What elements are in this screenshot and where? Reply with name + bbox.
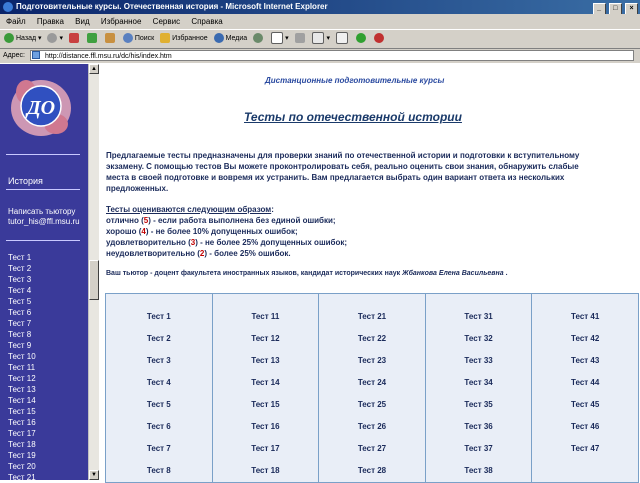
menu-favorites[interactable]: Избранное [100, 17, 142, 26]
test-link[interactable]: Тест 43 [571, 356, 600, 365]
test-link[interactable]: Тест 33 [464, 356, 493, 365]
test-grid-column [106, 294, 213, 482]
sidebar-test-link[interactable]: Тест 2 [8, 264, 32, 273]
logo-text: ДО [26, 97, 56, 119]
sidebar-test-link[interactable]: Тест 11 [8, 363, 36, 372]
test-link[interactable]: Тест 37 [464, 444, 493, 453]
discuss-button[interactable] [336, 30, 350, 48]
main-content [99, 64, 640, 480]
sidebar-test-link[interactable]: Тест 9 [8, 341, 32, 350]
back-arrow-icon [4, 33, 14, 43]
test-link[interactable]: Тест 35 [464, 400, 493, 409]
edit-button[interactable]: ▾ [312, 30, 330, 48]
sidebar-test-link[interactable]: Тест 4 [8, 286, 32, 295]
media-button[interactable]: Медиа [214, 30, 248, 48]
sidebar [0, 64, 88, 480]
history-icon [253, 33, 263, 43]
address-input[interactable]: http://distance.ffl.msu.ru/dc/his/index.htm [30, 50, 634, 61]
forward-button[interactable]: ▾ [47, 30, 63, 48]
scroll-down-arrow-icon[interactable]: ▼ [89, 470, 99, 480]
write-tutor [8, 207, 80, 227]
criteria-line: хорошо (4) - не более 10% допущенных ошибок; [106, 227, 298, 236]
test-link[interactable]: Тест 28 [357, 466, 387, 475]
test-link[interactable]: Тест 25 [357, 400, 387, 409]
media-icon [214, 33, 224, 43]
test-grid-column [532, 294, 638, 482]
menu-help[interactable]: Справка [191, 17, 223, 26]
sidebar-test-link[interactable]: Тест 19 [8, 451, 36, 460]
grading-criteria: Тесты оцениваются следующим образом: отлично (5) - если работа выполнена без единой ошибки; хорошо (4) - не более 10% допущенных ошибок; удовлетворительно (3) - не более 25% допущенных ошибок; неудовлетворительно (2) - более 25% ошибок. [106, 205, 348, 258]
sidebar-test-link[interactable]: Тест 15 [8, 407, 36, 416]
test-link[interactable]: Тест 26 [357, 422, 387, 431]
test-link[interactable]: Тест 17 [251, 444, 280, 453]
test-link[interactable]: Тест 44 [571, 378, 600, 387]
tutor-info: Ваш тьютор - доцент факультета иностранных языков, кандидат исторических наук Жбанкова Елена Васильевна . [106, 270, 508, 277]
history-button[interactable] [253, 30, 265, 48]
criteria-line: удовлетворительно (3) - не более 25% допущенных ошибок; [106, 238, 348, 247]
sidebar-test-link[interactable]: Тест 10 [8, 352, 36, 361]
sidebar-test-link[interactable]: Тест 1 [8, 253, 32, 262]
tutor-email-link[interactable]: tutor_his@ffl.msu.ru [8, 217, 80, 226]
sidebar-test-link[interactable]: Тест 21 [8, 473, 36, 482]
criteria-heading: Тесты оцениваются следующим образом [106, 205, 272, 214]
sidebar-test-link[interactable]: Тест 8 [8, 330, 32, 339]
sidebar-tests-list [8, 252, 36, 483]
test-link[interactable]: Тест 22 [357, 334, 387, 343]
sidebar-test-link[interactable]: Тест 12 [8, 374, 36, 383]
scroll-up-arrow-icon[interactable]: ▲ [89, 64, 99, 74]
minimize-button[interactable]: _ [593, 3, 606, 15]
sidebar-test-link[interactable]: Тест 7 [8, 319, 32, 328]
menu-bar [0, 14, 640, 30]
test-link[interactable]: Тест 13 [251, 356, 280, 365]
page-icon [32, 51, 40, 59]
edit-icon [312, 32, 324, 44]
close-button[interactable]: × [625, 3, 638, 15]
test-link[interactable]: Тест 8 [146, 466, 171, 475]
sidebar-test-link[interactable]: Тест 13 [8, 385, 36, 394]
scroll-thumb[interactable] [89, 260, 99, 300]
test-link[interactable]: Тест 47 [571, 444, 600, 453]
menu-tools[interactable]: Сервис [152, 17, 181, 26]
test-grid-column [319, 294, 426, 482]
criteria-line: неудовлетворительно (2) - более 25% ошибок. [106, 249, 291, 258]
test-link[interactable]: Тест 36 [464, 422, 493, 431]
sidebar-test-link[interactable]: Тест 16 [8, 418, 36, 427]
test-link[interactable]: Тест 2 [146, 334, 171, 343]
menu-file[interactable]: Файл [6, 17, 26, 26]
sidebar-divider [6, 189, 80, 190]
page-title: Тесты по отечественной истории [244, 110, 462, 124]
menu-view[interactable]: Вид [75, 17, 90, 26]
ie-icon [3, 2, 13, 12]
search-icon [123, 33, 133, 43]
sidebar-test-link[interactable]: Тест 3 [8, 275, 32, 284]
test-link[interactable]: Тест 41 [571, 312, 600, 321]
test-link[interactable]: Тест 7 [146, 444, 171, 453]
refresh-button[interactable] [87, 30, 99, 48]
discuss-icon [336, 32, 348, 44]
back-button[interactable]: Назад ▾ [4, 30, 42, 48]
print-button[interactable] [295, 30, 307, 48]
window-title: Подготовительные курсы. Отечественная история - Microsoft Internet Explorer [16, 2, 328, 11]
sidebar-divider [6, 240, 80, 241]
test-link[interactable]: Тест 27 [357, 444, 387, 453]
menu-edit[interactable]: Правка [36, 17, 64, 26]
test-grid-column [213, 294, 320, 482]
stop-button[interactable] [69, 30, 81, 48]
test-link[interactable]: Тест 23 [357, 356, 387, 365]
test-link[interactable]: Тест 46 [571, 422, 600, 431]
test-link[interactable]: Тест 34 [464, 378, 493, 387]
do-logo [8, 72, 74, 140]
search-button[interactable]: Поиск [123, 30, 154, 48]
stop-icon [69, 33, 79, 43]
maximize-button[interactable]: □ [609, 3, 622, 15]
window-titlebar [0, 0, 640, 14]
test-link[interactable]: Тест 38 [464, 466, 493, 475]
star-icon [160, 33, 170, 43]
research-button[interactable] [374, 30, 386, 48]
home-button[interactable] [105, 30, 117, 48]
criteria-line: отлично (5) - если работа выполнена без единой ошибки; [106, 216, 336, 225]
test-link[interactable]: Тест 18 [251, 466, 280, 475]
messenger-icon [356, 33, 366, 43]
test-link[interactable]: Тест 6 [146, 422, 171, 431]
sidebar-divider [6, 154, 80, 155]
sidebar-scrollbar[interactable] [88, 64, 99, 480]
test-link[interactable]: Тест 45 [571, 400, 600, 409]
test-link[interactable]: Тест 32 [464, 334, 493, 343]
tutor-name: Жбанкова Елена Васильевна [402, 270, 504, 277]
test-link[interactable]: Тест 14 [251, 378, 280, 387]
home-icon [105, 33, 115, 43]
test-link[interactable]: Тест 12 [251, 334, 280, 343]
print-icon [295, 33, 305, 43]
test-grid-column [426, 294, 533, 482]
research-icon [374, 33, 384, 43]
test-link[interactable]: Тест 11 [251, 312, 280, 321]
test-link[interactable]: Тест 5 [146, 400, 171, 409]
refresh-icon [87, 33, 97, 43]
test-link[interactable]: Тест 21 [357, 312, 387, 321]
mail-button[interactable]: ▾ [271, 30, 289, 48]
sidebar-test-link[interactable]: Тест 5 [8, 297, 32, 306]
test-link[interactable]: Тест 15 [251, 400, 280, 409]
intro-paragraph: Предлагаемые тесты предназначены для проверки знаний по отечественной истории и подготовки к вступительному экзамену. С помощью тестов Вы можете проконтролировать себя, реально оценить свои знания, обнаружить слабые места в своей подготовке и вовремя их устранить. Вам предлагается выбрать один вариант ответа из нескольких предложенных. [106, 151, 580, 193]
site-header: Дистанционные подготовительные курсы [265, 76, 445, 85]
sidebar-test-link[interactable]: Тест 14 [8, 396, 36, 405]
sidebar-test-link[interactable]: Тест 18 [8, 440, 36, 449]
test-link[interactable]: Тест 42 [571, 334, 600, 343]
address-label: Адрес: [3, 52, 25, 59]
test-link[interactable]: Тест 16 [251, 422, 280, 431]
sidebar-history-link[interactable]: История [8, 176, 43, 186]
test-link[interactable]: Тест 31 [464, 312, 493, 321]
sidebar-test-link[interactable]: Тест 17 [8, 429, 36, 438]
test-link[interactable]: Тест 4 [146, 378, 171, 387]
favorites-button[interactable]: Избранное [160, 30, 207, 48]
test-grid [105, 293, 639, 483]
mail-icon [271, 32, 283, 44]
forward-arrow-icon [47, 33, 57, 43]
write-tutor-link[interactable]: Написать тьютору [8, 207, 76, 216]
address-bar [0, 49, 640, 63]
sidebar-test-link[interactable]: Тест 6 [8, 308, 32, 317]
test-link[interactable]: Тест 24 [357, 378, 387, 387]
toolbar [0, 30, 640, 49]
messenger-button[interactable] [356, 30, 368, 48]
sidebar-test-link[interactable]: Тест 20 [8, 462, 36, 471]
test-link[interactable]: Тест 1 [146, 312, 171, 321]
test-link[interactable]: Тест 3 [146, 356, 171, 365]
